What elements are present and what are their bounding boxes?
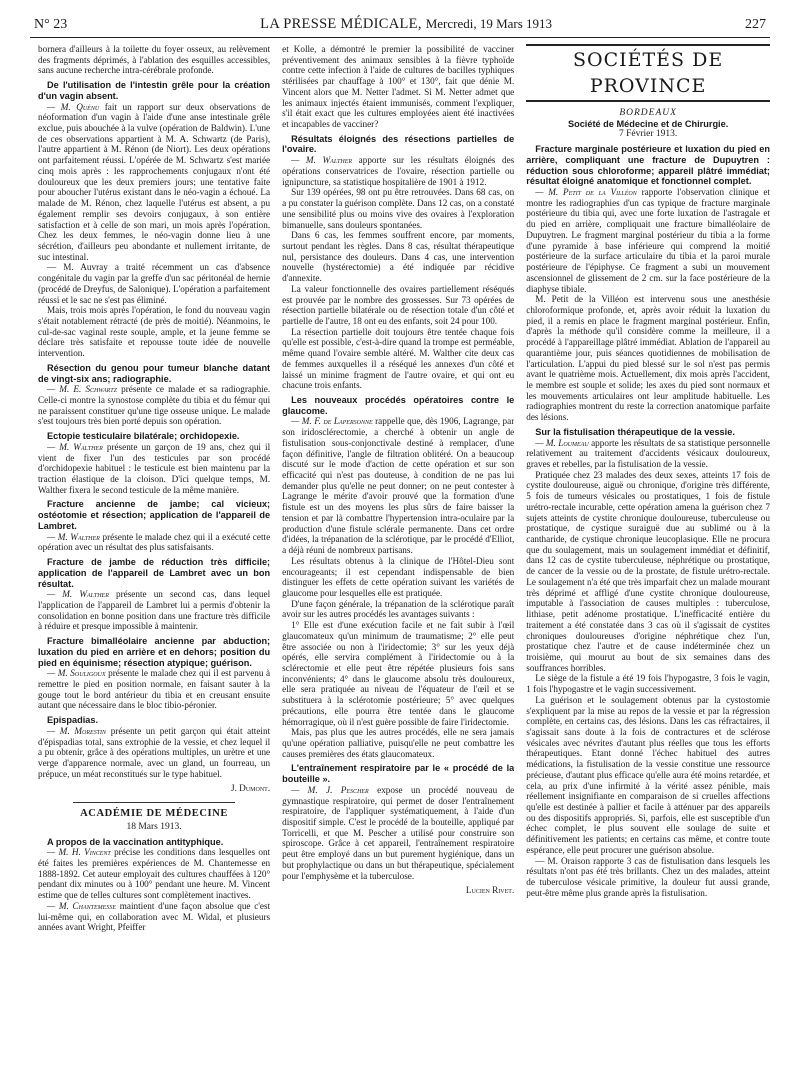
paragraph: La guérison et le soulagement obtenus par la cystostomie s'expliquent par la mise au repos de la vessie et par la régression complète, en certains cas, des lésions. Dans les cas réfractaires, il s'agissait sans doute à la fois de contractures et de sclérose vésicales avec névrites d'autant plus réelles que tous les efforts thérapeutiques. Etant donné l'échec habituel des autres médications, la fistulisation de la vessie constitue une ressource précieuse, d'autant plus efficace qu'elle aura été moins retardée, et cela, au prix d'une infirmité à la vérité assez pénible, mais réellement insignifiante en comparaison de si cruelles affections qu'elle est destinée à pallier et facile à atténuer par des appareils ou des dispositifs appropriés. Si, parfois, elle est susceptible d'un échec complet, le plus souvent elle soulage de suite et définitivement les patients; en certains cas même, et contre toute espérance, elle peut procurer une guérison absolue.: [526, 694, 770, 855]
city-heading: BORDEAUX: [619, 108, 677, 118]
article-author: — M. Loumeau: [535, 437, 589, 448]
paragraph: présente un garçon de 19 ans, chez qui il vient de fixer l'un des testicules par son procédé d'orchidopexie habituel : le testicule est bien maintenu par la traction élastique de la cloison. D'ici quelque temps, M. Walther fixera le second testicule de la même manière.: [38, 441, 271, 495]
journal-title-line: [260, 16, 552, 33]
header-rule: [30, 37, 770, 38]
article-heading: Fracture ancienne de jambe; cal vicieux; ostéotomie et résection; application de l'appareil de Lambret.: [38, 499, 271, 531]
paragraph: Mais, pas plus que les autres procédés, elle ne sera jamais qu'une opération palliative, puisqu'elle ne peut combattre les causes premières des états glaucomateux.: [282, 727, 515, 759]
article-author: — M. Souligoux: [47, 668, 106, 679]
section-divider: [73, 802, 235, 803]
article-heading: Fracture bimalléolaire ancienne par abduction; luxation du pied en arrière et en dehors; position du pied en équinisme; résection atypique; guérison.: [38, 636, 271, 668]
paragraph: maintient d'une façon absolue que c'est lui-même qui, en collaboration avec M. Widal, et plusieurs années avant Wright, Pfeiffer: [38, 900, 271, 933]
paragraph: — M. Oraison rapporte 3 cas de fistulisation dans lesquels les résultats n'ont pas été très brillants. Chez un des malades, atteint de tuberculose vésicale primitive, la douleur fut aussi grande, peut-être même plus grande après la fistulisation.: [526, 855, 770, 898]
article-author: — M. Chantemesse: [47, 900, 116, 911]
paragraph: 1° Elle est d'une exécution facile et ne fait subir à l'œil glaucomateux qu'un minimum de traumatisme; 2° elle peut être associée ou non à l'iridectomie; 3° sur les yeux déjà opérés, elle servira complément à l'iridectomie ou à la sclérectomie et elle peut être répétée plusieurs fois sans inconvénients; 4° dans le glaucome absolu très douloureux, elle sera pratiquée au niveau de l'équateur de l'œil et se substituera à la sclérotomie postérieure; 5° avec quelques précautions, elle pourra être tentée dans le glaucome hémorragique, où il n'est guère possible de faire l'iridectomie.: [282, 620, 515, 727]
paragraph: Dans 6 cas, les femmes souffrent encore, par moments, surtout pendant les règles. Dans 8 cas, résultat thérapeutique nul, persistance des douleurs. Dans 4 cas, une intervention nouvelle (hystérectomie) a été indiquée par récidive d'annexite.: [282, 230, 515, 284]
text-columns: [38, 44, 770, 1074]
paragraph: Les résultats obtenus à la clinique de l'Hôtel-Dieu sont encourageants; il est cependant indispensable de bien distinguer les effets de cette opération suivant les variétés de glaucome pour lesquelles elle est pratiquée.: [282, 555, 515, 598]
paragraph: Pratiquée chez 23 malades des deux sexes, atteints 17 fois de cystite douloureuse, aiguë ou chronique, d'origine très différente, 5 fois de tumeurs vésicales ou prostatiques, 1 fois de fistule urétro-rectale incurable, cette opération amena la guérison chez 7 sujets atteints de cystite chronique douloureuse, tuberculeuse ou prostatique, de cystique suraiguë due au sublimé ou à la cantharide, de cystique chronique leucoplasique. Elle ne procura que du soulagement, mais un soulagement immédiat et définitif, dans 12 cas de cystite tuberculeuse, néphrétique ou prostatique, de cancer de la vessie ou de la prostate, de fistule urétro-rectale. Le soulagement n'a été que très imparfait chez un malade mourant très déprimé et affligé d'une cystite chronique douloureuse, imputable à l'association de causes multiples : tuberculose, lithiase, petit adénome prostatique. L'inefficacité entière du traitement a été constatée dans 3 cas où il s'agissait de cystites chroniques douloureuses d'origine néphrétique chez l'un, prostatique chez l'autre et de cause indéterminée chez un troisième, qui mourut au bout de six semaines dans des souffrances horribles.: [526, 469, 770, 673]
article-author: — M. J. Pescher: [291, 784, 369, 795]
paragraph: présente le malade chez qui il est parvenu à remettre le pied en position normale, en faisant sauter à la gouge tout le bord antérieur du tibia et en creusant ensuite autant que nécessaire dans le bloc tibio-péronier.: [38, 668, 271, 711]
paragraph: D'une façon générale, la trépanation de la sclérotique paraît avoir sur les autres procédés les avantages suivants :: [282, 598, 515, 620]
paragraph: La valeur fonctionnelle des ovaires partiellement réséqués est prouvée par le nombre des grossesses. Sur 73 opérées de résection partielle bilatérale ou de résection totale d'un côté et partielle de l'autre, 18 ont eu des enfants, soit 24 pour 100.: [282, 283, 515, 326]
paragraph: rappelle que, dès 1906, Lagrange, par son iridosclérectomie, a cherché à obtenir un angle de fistulisation sous-conjonctivale destiné à remplacer, d'une façon définitive, l'angle de filtration oblitéré. On a beaucoup discuté sur le mode d'action de cette opération et sur son efficacité qui n'est pas douteuse, à condition de ne pas lui demander plus qu'elle ne peut donner; on ne peut contester à Lagrange le mérite d'avoir prouvé que la formation d'une fistule est un des moyens les plus sûrs de faire baisser la tension et par là combattre l'hypertension intra-oculaire par la production d'une fistule sclérale permanente. Dans cet ordre d'idées, la trépanation de la sclérotique, par le procédé d'Elliot, a déjà réuni de nombreux partisans.: [282, 416, 515, 556]
article-heading: Sur la fistulisation thérapeutique de la vessie.: [535, 426, 735, 437]
article-heading: Résultats éloignés des résections partielles de l'ovaire.: [282, 133, 515, 155]
section-title: ACADÉMIE DE MÉDECINE: [80, 808, 229, 820]
article-author: — M. Morestin: [47, 725, 107, 736]
issue-number: N° 23: [34, 17, 68, 32]
page-number: 227: [744, 17, 766, 32]
article-author: — M. Walther: [47, 441, 103, 452]
section-title: SOCIÉTÉS DE PROVINCE: [526, 44, 770, 102]
article-heading: Fracture marginale postérieure et luxation du pied en arrière, compliquant une fracture de Dupuytren : réduction sous chloroforme; appareil plâtré immédiat; résultat éloigné anatomique et fonctionnel complet.: [526, 144, 770, 187]
article-author: — M. Petit de la Villéon: [535, 187, 637, 198]
journal-title: LA PRESSE MÉDICALE,: [260, 16, 422, 32]
page-header: [34, 16, 766, 36]
column-3: [526, 44, 770, 1074]
paragraph: apporte les résultats de sa statistique personnelle relativement au traitement d'accidents vésicaux douloureux, graves et rebelles, par la fistulisation de la vessie.: [526, 437, 770, 469]
paragraph: bornera d'ailleurs à la toilette du foyer osseux, au relèvement des fragments déprimés, à l'ablation des esquilles accessibles, sans aucune recherche intra-cérébrale profonde.: [38, 44, 271, 76]
column-2: [282, 44, 514, 1074]
article-heading: De l'utilisation de l'intestin grêle pour la création d'un vagin absent.: [38, 80, 271, 101]
paragraph: La résection partielle doit toujours être tentée chaque fois qu'elle est possible, c'est-à-dire quand la trompe est perméable, même quand l'ovaire semble altéré. M. Walther cite deux cas de femmes auxquelles il a réséqué les annexes d'un côté et laissé un minime fragment de l'autre ovaire, et qui ont eu chacune trois enfants.: [282, 326, 515, 391]
article-heading: Ectopie testiculaire bilatérale; orchidopexie.: [47, 431, 240, 442]
issue-date: Mercredi, 19 Mars 1913: [425, 16, 553, 31]
paragraph: Mais, trois mois après l'opération, le fond du nouveau vagin s'était notablement rétracté (de près de moitié). Néanmoins, le cul-de-sac vaginal reste souple, ample, et la jeune femme se déclare très satisfaite et repousse toute idée de nouvelle intervention.: [38, 305, 271, 359]
paragraph: Le siège de la fistule a été 19 fois l'hypogastre, 3 fois le vagin, 1 fois l'hypogastre et le vagin successivement.: [526, 673, 770, 695]
paragraph: expose un procédé nouveau de gymnastique respiratoire, qui permet de doser l'entraînement respiratoire, de l'appliquer systématiquement, à l'aide d'un dispositif simple. C'est le procédé de la bouteille, appliqué par Torricelli, et que M. Pescher a utilisé pour construire son spiroscope. Grâce à cet appareil, l'entraînement respiratoire peut être employé dans un but purement hygiénique, dans un but prophylactique ou dans un but thérapeutique, spécialement pour l'emphysème et la tuberculose.: [282, 784, 515, 881]
paragraph: présente un petit garçon qui était atteint d'épispadias total, sans extrophie de la vessie, et chez lequel il a pu obtenir, grâce à des opérations multiples, un urètre et une verge d'apparence normale, avec un gland, un fourreau, un prépuce, un méat reconstitués sur le type habituel.: [38, 725, 271, 779]
article-heading: Résection du genou pour tumeur blanche datant de vingt-six ans; radiographie.: [38, 362, 271, 384]
paragraph: et Kolle, a démontré le premier la possibilité de vacciner préventivement des animaux sensibles à la fièvre typhoïde contre cette infection à l'aide de cultures de bacilles typhiques stérilisées par chauffage à 100° et 130°, fait que dénie M. Vincent alors que M. Netter l'admet. Si M. Netter admet que les animaux injectés étaient immunisés, comment l'expliquer, s'il était exact que les cultures employées aient été inactivées et incapables de vacciner?: [282, 44, 515, 130]
paragraph: M. Petit de la Villéon est intervenu sous une anesthésie chloroformique profonde, et, après avoir réduit la luxation du pied, il a remis en place le fragment marginal postérieur. Enfin, d'après la méthode qu'il considère comme la meilleure, il a procédé à l'appareillage plâtré immédiat. Ablation de l'appareil au quarantième jour, puis séances quotidiennes de mobilisation de l'articulation. L'appui du pied blessé sur le sol n'est pas permis avant le quatrième mois. Actuellement, dix mois après l'accident, le membre est souple et solide; les axes du pied sont normaux et les mouvements articulaires ont leur amplitude habituelle. Les radiographies montrent du reste la correction anatomique parfaite des lésions.: [526, 294, 770, 423]
paragraph: — M. Auvray a traité récemment un cas d'absence congénitale du vagin par la greffe d'un sac péritonéal de hernie (procédé de Dreyfus, de Salonique). L'opération a parfaitement réussi et le sac ne s'est pas éliminé.: [38, 262, 271, 305]
article-author: — M. Quénu: [47, 101, 100, 112]
signature: Lucien Rivet.: [465, 885, 515, 896]
paragraph: rapporte l'observation clinique et montre les radiographies d'un cas typique de fracture marginale postérieure du tibia qui, avec une forte luxation de l'astragale et du pied en arrière, compliquait une fracture bimalléolaire de Dupuytren. Le fragment marginal postérieur du tibia a la forme d'une pyramide à base inférieure qui comprend la moitié postérieure de la surface articulaire du tibia et la paroi murale postérieure de l'épiphyse. Ce fragment a subi un mouvement ascensionnel de glissement de 2 cm. sur la face postérieure de la diaphyse tibiale.: [526, 187, 770, 294]
article-heading: Epispadias.: [47, 715, 99, 726]
paragraph: présente le malade chez qui il a exécuté cette opération avec un résultat des plus satisfaisants.: [38, 531, 271, 553]
column-1: [38, 44, 270, 1074]
paragraph: précise les conditions dans lesquelles ont été faites les premières expériences de M. Chantemesse en 1888-1892. Cet auteur employait des cultures chauffées à 120° pendant dix minutes ou à 100° pendant une heure. M. Vincent estime que de telles cultures sont complètement inactives.: [38, 847, 271, 901]
paragraph: Sur 139 opérées, 98 ont pu être retrouvées. Dans 68 cas, on a pu constater la guérison complète. Dans 12 cas, on a constaté une sensibilité plus ou moins vive des ovaires à l'exploration bimanuelle, sans douleurs spontanées.: [282, 187, 515, 230]
paragraph: apporte sur les résultats éloignés des opérations conservatrices de l'ovaire, résection partielle ou ignipuncture, sa statistique hospitalière de 1901 à 1912.: [282, 155, 515, 187]
article-heading: Fracture de jambe de réduction très difficile; application de l'appareil de Lambret avec un bon résultat.: [38, 557, 271, 589]
article-author: — M. Walther: [291, 155, 353, 166]
article-heading: A propos de la vaccination antityphique.: [47, 836, 224, 847]
session-date: 7 Février 1913.: [618, 129, 678, 140]
article-author: — M. H. Vincent: [47, 847, 111, 858]
paragraph: présente un second cas, dans lequel l'application de l'appareil de Lambret lui a permis d'obtenir la consolidation en bonne position dans une fracture très difficile à réduire et presque impossible à maintenir.: [38, 589, 271, 632]
article-author: — M. E. Schwartz: [47, 384, 117, 395]
article-author: — M. Walther: [47, 589, 109, 600]
signature: J. Dumont.: [231, 783, 271, 794]
paragraph: présente ce malade et sa radiographie. Celle-ci montre la synostose complète du tibia et du fémur qui ne paraissent constituer qu'une tige osseuse unique. Le malade s'est toujours très bien porté depuis son opération.: [38, 384, 271, 427]
society-name: Société de Médecine et de Chirurgie.: [567, 118, 729, 129]
article-author: — M. F. de Lapersonne: [291, 416, 373, 427]
paragraph: fait un rapport sur deux observations de néoformation d'un vagin à l'aide d'une anse intestinale grêle exclue, puis abouchée à la vulve (opération de Baldwin). L'une de ces observations appartient à M. A. Schwartz (de Paris), l'autre appartient à M. Rénon (de Niort). Les deux opérations ont parfaitement réussi. L'opérée de M. Schwartz s'est mariée cinq mois après : les rapprochements conjugaux n'ont été douloureux que les deux premiers jours; une tentative faite pour aboucher l'utérus existant dans le néo-vagin a échoué. La malade de M. Rénon, chez laquelle l'utérus est absent, a pu également remplir ses devoirs conjugaux, à son entière satisfaction et à celle de son mari, un mois après l'opération. Chez les deux femmes, le néo-vagin donne lieu à une sécrétion, d'ailleurs peu abondante et nullement irritante, de suc intestinal.: [38, 101, 271, 262]
article-author: — M. Walther: [47, 531, 100, 542]
article-heading: L'entraînement respiratoire par le « procédé de la bouteille ».: [282, 763, 515, 785]
article-heading: Les nouveaux procédés opératoires contre le glaucome.: [282, 395, 515, 416]
section-date: 18 Mars 1913.: [126, 821, 182, 832]
